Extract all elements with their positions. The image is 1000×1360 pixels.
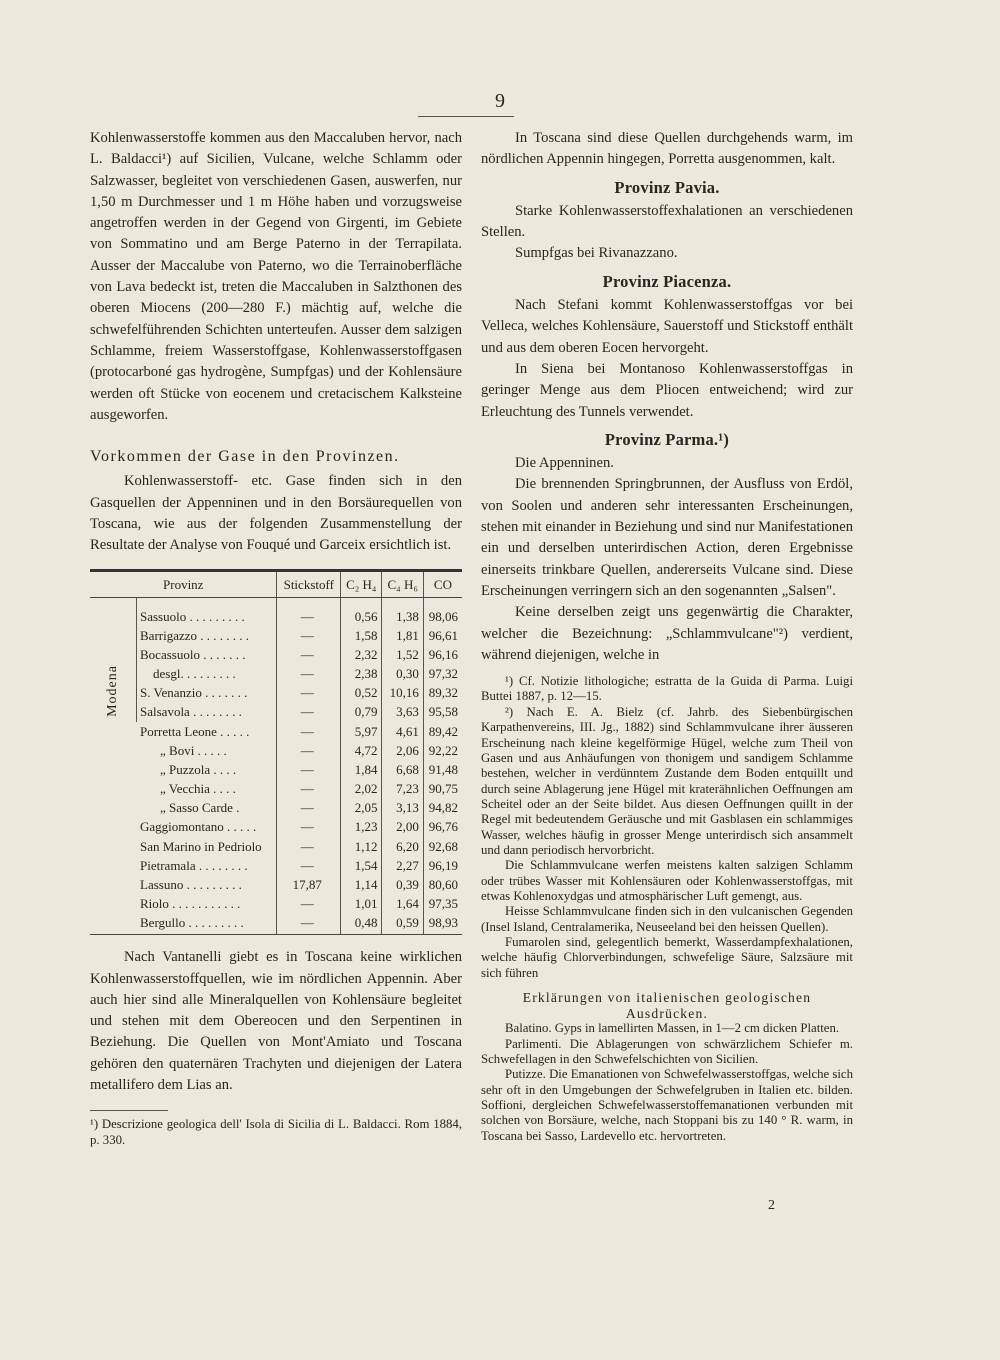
region-label-modena: Modena	[105, 664, 121, 717]
stickstoff-value: —	[277, 817, 341, 836]
table-row	[90, 779, 462, 798]
footnote-heisse: Heisse Schlammvulcane finden sich in den vulcanischen Gegenden (Insel Island, Centralamerika, Neuseeland bei den heissen Quellen).	[481, 904, 853, 934]
table-row	[90, 683, 462, 702]
co-value: 98,06	[423, 597, 462, 626]
region-cell-modena	[90, 597, 137, 721]
co-value: 89,42	[423, 722, 462, 741]
c4h6-value: 7,23	[382, 779, 423, 798]
c2h4-value: 5,97	[341, 722, 382, 741]
stickstoff-value: —	[277, 597, 341, 626]
definition-putizze: Putizze. Die Emanationen von Schwefelwasserstoffgas, welche sich sehr oft in den Umgebungen der Schwefelgruben in Italien etc. bilden. Soffioni, dergleichen Schwefelwasserstoffemanationen verbunden mit solchen von Borsäure, welche, nach Stoppani bis zu 140 ° R. warm, in Toscana bei Sasso, Lardevello etc. hervortreten.	[481, 1067, 854, 1143]
locality-name: Gaggiomontano . . . . .	[140, 819, 257, 835]
co-value: 97,35	[423, 894, 462, 913]
co-value: 80,60	[423, 875, 462, 894]
table-row	[90, 741, 462, 760]
c4h6-value: 3,13	[382, 798, 423, 817]
definition-balatino: Balatino. Gyps in lamellirten Massen, in 1—2 cm dicken Platten.	[505, 1021, 840, 1036]
c2h4-value: 2,32	[341, 645, 382, 664]
co-value: 90,75	[423, 779, 462, 798]
co-value: 96,61	[423, 626, 462, 645]
locality-name: Riolo . . . . . . . . . . .	[140, 895, 241, 911]
c4h6-value: 6,68	[382, 760, 423, 779]
stickstoff-value: —	[277, 856, 341, 875]
c4h6-value: 1,52	[382, 645, 423, 664]
left-column	[90, 128, 462, 1148]
locality-name: Bocassuolo . . . . . . .	[140, 646, 246, 662]
stickstoff-value: —	[277, 664, 341, 683]
c2h4-value: 0,48	[341, 913, 382, 935]
locality-name: „ Sasso Carde .	[160, 800, 240, 816]
table-row	[90, 597, 462, 626]
table-row	[90, 645, 462, 664]
locality-name: Lassuno . . . . . . . . .	[140, 876, 242, 892]
signature-number: 2	[768, 1198, 775, 1213]
co-value: 92,22	[423, 741, 462, 760]
footnote-schlammvulcane: Die Schlammvulcane werfen meistens kalten salzigen Schlamm oder trübes Wasser mit Kohlensäuren oder Kohlenwasserstoffgas, mit etwas Kohlenoxydgas und atmosphärischer Luft gemengt, aus.	[481, 858, 853, 903]
col-header-c2h4: C₂ H₄	[341, 570, 382, 597]
co-value: 97,32	[423, 664, 462, 683]
co-value: 96,76	[423, 817, 462, 836]
locality-name: S. Venanzio . . . . . . .	[140, 685, 248, 701]
heading-provinz-pavia: Provinz Pavia.	[614, 177, 720, 197]
stickstoff-value: —	[277, 798, 341, 817]
paragraph-maccaluben: Kohlenwasserstoffe kommen aus den Maccaluben hervor, nach L. Baldacci¹) auf Sicilien, Vulcane, welche Schlamm oder Salzwasser, begleitet von verschiedenen Gasen, auswerfen, nur 1,50 m Durchmesser und 1 m Höhe haben und vorzugsweise angetroffen werden in der Gegend von Girgenti, im Gebiete von Sommatino und am Berge Paterno in der Terrapilata. Ausser der Maccalube von Paterno, wo die Terrainoberfläche von Lava bedeckt ist, treten die Maccaluben in Salzthonen des oberen Miocens (200—280 F.) mächtig auf, welche die schwefelführenden Schichten unterteufen. Ausser dem salzigen Schlamme, freiem Wasserstoffgase, Kohlenwasserstoffgasen (protocarboné gas hydrogène, Sumpfgas) und der Kohlensäure werden oft Stücke von eocenem und cretacischem Kalksteine ausgeworfen.	[90, 130, 462, 423]
c4h6-value: 1,38	[382, 597, 423, 626]
footnotes-right	[481, 674, 853, 1144]
c2h4-value: 1,12	[341, 837, 382, 856]
c2h4-value: 4,72	[341, 741, 382, 760]
page-number: 9	[495, 90, 505, 112]
stickstoff-value: —	[277, 894, 341, 913]
paragraph-parma-1: Die Appenninen.	[515, 455, 614, 472]
paragraph-parma-2: Die brennenden Springbrunnen, der Ausfluss von Erdöl, von Soolen und anderen sehr interessanten Erscheinungen, stehen mit einander in Beziehung und sind nur Manifestationen ein und derselben unterirdischen Action, deren Ergebnisse einerseits trinkbare Quellen, andererseits Vulcane sind. Diese Erscheinungen verringern sich an den sogenannten „Salsen".	[481, 476, 853, 599]
stickstoff-value: 17,87	[277, 875, 341, 894]
footnote-fumarolen: Fumarolen sind, gelegentlich bemerkt, Wasserdampfexhalationen, welche häufig Chlorverbindungen, schwefelige Säure, Salzsäure mit sich führen	[481, 934, 853, 980]
table-row	[90, 664, 462, 683]
table-row	[90, 856, 462, 875]
right-column	[481, 128, 853, 1144]
section-heading-vorkommen: Vorkommen der Gase in den Provinzen.	[90, 448, 400, 466]
footnote-notizie: ¹) Cf. Notizie lithologiche; estratta de la Guida di Parma. Luigi Buttei 1887, p. 12—15.	[481, 674, 853, 704]
c4h6-value: 2,06	[382, 741, 423, 760]
c2h4-value: 0,52	[341, 683, 382, 702]
c4h6-value: 0,59	[382, 913, 423, 935]
c4h6-value: 1,81	[382, 626, 423, 645]
locality-name: Salsavola . . . . . . . .	[140, 704, 242, 720]
stickstoff-value: —	[277, 913, 341, 935]
definition-parlimenti: Parlimenti. Die Ablagerungen von schwärzlichem Schiefer m. Schwefellagen in den Schwefelschichten von Sicilien.	[481, 1036, 853, 1066]
gas-analysis-table	[90, 569, 462, 936]
c2h4-value: 1,14	[341, 875, 382, 894]
stickstoff-value: —	[277, 779, 341, 798]
c2h4-value: 1,84	[341, 760, 382, 779]
c2h4-value: 2,05	[341, 798, 382, 817]
footnote-bielz: ²) Nach E. A. Bielz (cf. Jahrb. des Siebenbürgischen Karpathenvereins, III. Jg., 1882) sind Schlammvulcane ihrer äusseren Erscheinung nach kleine kegelförmige Hügel, welche zum Theil von Gasen und aus Anhäufungen von thonigem und sandigem Schlamme bestehen, welcher in verdünntem Zustande dem Boden entquillt und durch seine Ablagerung jene Hügel mit kraterähnlichen Oeffnungen am Scheitel oder an der Seite bildet. Aus diesen Oeffnungen quillt in der Regel mit bedeutendem Geräusche und mit Gasblasen ein schlammiges Wasser, welches häufig in grosser Menge unterirdisch sich ansammelt und dann periodisch hervorbricht.	[481, 704, 853, 857]
co-value: 98,93	[423, 913, 462, 935]
stickstoff-value: —	[277, 683, 341, 702]
stickstoff-value: —	[277, 760, 341, 779]
table-row	[90, 875, 462, 894]
locality-name: Pietramala . . . . . . . .	[140, 857, 248, 873]
col-header-c4h6: C₄ H₆	[382, 570, 423, 597]
c4h6-value: 4,61	[382, 722, 423, 741]
table-row	[90, 837, 462, 856]
locality-name: San Marino in Pedriolo	[140, 838, 262, 854]
co-value: 92,68	[423, 837, 462, 856]
c2h4-value: 1,23	[341, 817, 382, 836]
paragraph-piacenza-2: In Siena bei Montanoso Kohlenwasserstoffgas in geringer Menge aus dem Pliocen entweichend; wird zur Erleuchtung des Tunnels verwendet.	[481, 360, 853, 420]
locality-name: Barrigazzo . . . . . . . .	[140, 627, 250, 643]
c4h6-value: 2,27	[382, 856, 423, 875]
heading-erklaerungen: Erklärungen von italienischen geologischen Ausdrücken.	[522, 990, 812, 1021]
table-row	[90, 798, 462, 817]
stickstoff-value: —	[277, 626, 341, 645]
co-value: 94,82	[423, 798, 462, 817]
col-header-provinz: Provinz	[90, 570, 277, 597]
co-value: 96,19	[423, 856, 462, 875]
table-row	[90, 894, 462, 913]
paragraph-piacenza-1: Nach Stefani kommt Kohlenwasserstoffgas vor bei Velleca, welches Kohlensäure, Sauerstoff und Stickstoff enthält und aus dem oberen Eocen hervorgeht.	[481, 297, 853, 356]
paragraph-toscana: In Toscana sind diese Quellen durchgehends warm, im nördlichen Appennin hingegen, Porretta ausgenommen, kalt.	[481, 130, 853, 168]
c4h6-value: 3,63	[382, 702, 423, 721]
c4h6-value: 1,64	[382, 894, 423, 913]
paragraph-parma-3: Keine derselben zeigt uns gegenwärtig die Charakter, welcher die Bezeichnung: „Schlammvulcane"²) verdient, während diejenigen, welche in	[481, 604, 853, 663]
stickstoff-value: —	[277, 837, 341, 856]
table-row	[90, 722, 462, 741]
c4h6-value: 2,00	[382, 817, 423, 836]
table-row	[90, 913, 462, 935]
c4h6-value: 10,16	[382, 683, 423, 702]
paragraph-vantanelli: Nach Vantanelli giebt es in Toscana keine wirklichen Kohlenwasserstoffquellen, wie im nördlichen Appennin. Aber auch hier sind alle Mineralquellen von Kohlensäure begleitet und stehen mit dem Obereocen und den Serpentinen in Beziehung. Die Quellen von Mont'Amiato und Toscana gehören den quaternären Trachyten und diejenigen der Latera metallifero dem Lias an.	[90, 949, 462, 1094]
c2h4-value: 1,58	[341, 626, 382, 645]
paragraph-gasquellen: Kohlenwasserstoff- etc. Gase finden sich in den Gasquellen der Appenninen und in den Borsäurequellen von Toscana, wie aus der folgenden Zusammenstellung der Resultate der Analyse von Fouqué und Garceix ersichtlich ist.	[90, 473, 462, 554]
col-header-co: CO	[423, 570, 462, 597]
c2h4-value: 0,79	[341, 702, 382, 721]
co-value: 96,16	[423, 645, 462, 664]
table-row	[90, 817, 462, 836]
stickstoff-value: —	[277, 645, 341, 664]
heading-provinz-parma: Provinz Parma.¹)	[604, 429, 730, 449]
header-rule	[418, 116, 514, 117]
table-row	[90, 760, 462, 779]
paragraph-pavia-2: Sumpfgas bei Rivanazzano.	[515, 245, 678, 262]
stickstoff-value: —	[277, 722, 341, 741]
c4h6-value: 0,39	[382, 875, 423, 894]
stickstoff-value: —	[277, 741, 341, 760]
locality-name: „ Vecchia . . . .	[160, 781, 236, 797]
co-value: 95,58	[423, 702, 462, 721]
footnote-rule	[90, 1110, 168, 1111]
table-row	[90, 626, 462, 645]
c2h4-value: 1,01	[341, 894, 382, 913]
paragraph-pavia-1: Starke Kohlenwasserstoffexhalationen an verschiedenen Stellen.	[481, 202, 853, 241]
table-row	[90, 702, 462, 721]
co-value: 91,48	[423, 760, 462, 779]
co-value: 89,32	[423, 683, 462, 702]
c4h6-value: 0,30	[382, 664, 423, 683]
locality-name: „ Puzzola . . . .	[160, 761, 237, 777]
locality-name: Bergullo . . . . . . . . .	[90, 913, 277, 935]
c2h4-value: 2,38	[341, 664, 382, 683]
c2h4-value: 2,02	[341, 779, 382, 798]
locality-name: desgl. . . . . . . . .	[153, 666, 236, 682]
heading-provinz-piacenza: Provinz Piacenza.	[602, 271, 732, 291]
locality-name: Sassuolo . . . . . . . . .	[140, 608, 245, 624]
locality-name: „ Bovi . . . . .	[160, 742, 227, 758]
stickstoff-value: —	[277, 702, 341, 721]
footnote-baldacci: ¹) Descrizione geologica dell' Isola di Sicilia di L. Baldacci. Rom 1884, p. 330.	[90, 1117, 462, 1147]
table-body	[90, 597, 462, 935]
c2h4-value: 1,54	[341, 856, 382, 875]
c4h6-value: 6,20	[382, 837, 423, 856]
locality-name: Porretta Leone . . . . .	[140, 723, 250, 739]
col-header-stickstoff: Stickstoff	[277, 570, 341, 597]
c2h4-value: 0,56	[341, 597, 382, 626]
